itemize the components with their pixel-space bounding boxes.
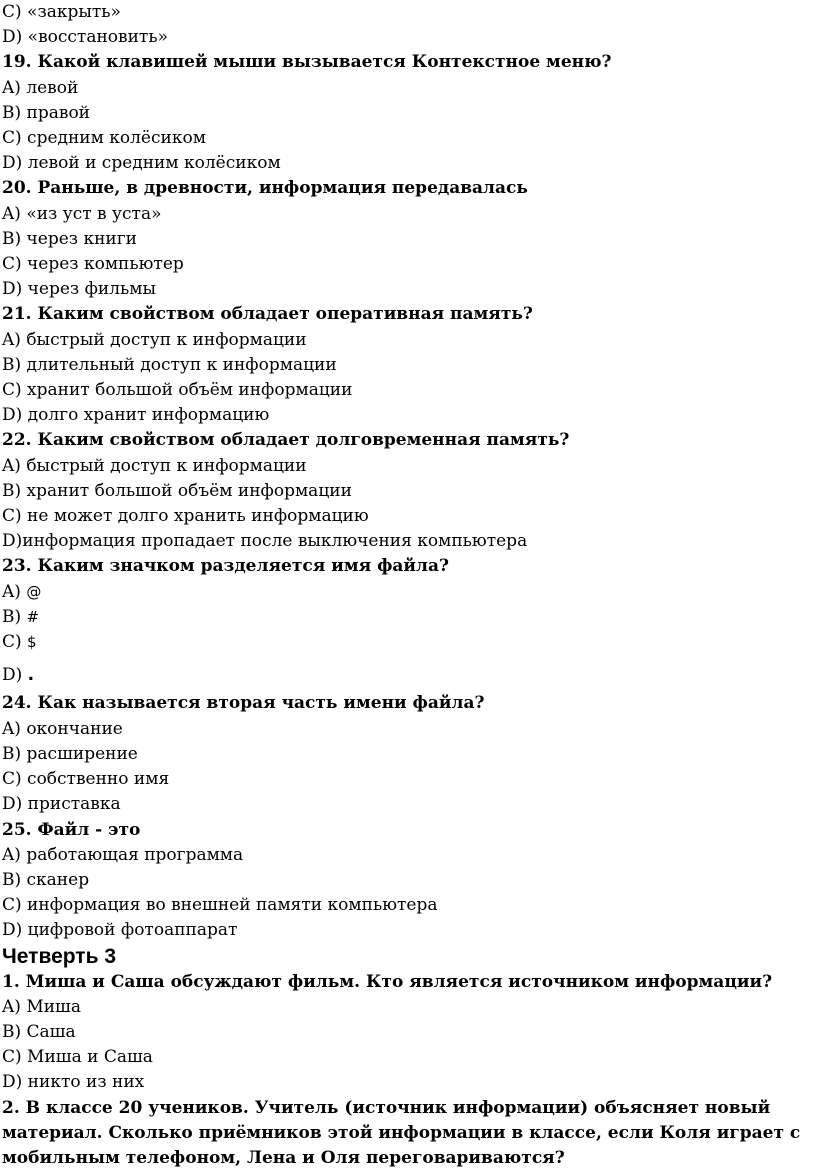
question-25: 25. Файл - это — [2, 819, 141, 840]
question-19: 19. Какой клавишей мыши вызывается Контекстное меню? — [2, 52, 612, 73]
answer-option: C) через компьютер — [2, 254, 184, 275]
answer-option: B) расширение — [2, 743, 138, 764]
answer-option: C) хранит большой объём информации — [2, 380, 353, 401]
answer-option: B) хранит большой объём информации — [2, 480, 352, 501]
option-letter: A) — [2, 581, 27, 602]
question-1: 1. Миша и Саша обсуждают фильм. Кто является источником информации? — [2, 971, 773, 992]
answer-option: A) работающая программа — [2, 844, 244, 865]
answer-option: D) через фильмы — [2, 279, 157, 300]
answer-option: D) цифровой фотоаппарат — [2, 920, 238, 941]
answer-option: C) не может долго хранить информацию — [2, 506, 369, 527]
answer-option: C) собственно имя — [2, 769, 170, 790]
question-22: 22. Каким свойством обладает долговременная память? — [2, 430, 570, 451]
question-20: 20. Раньше, в древности, информация передавалась — [2, 178, 528, 199]
section-heading: Четверть 3 — [2, 944, 117, 968]
option-symbol: @ — [26, 582, 42, 601]
answer-option: C) Миша и Саша — [2, 1047, 153, 1068]
answer-option: B) через книги — [2, 228, 137, 249]
answer-option: D) долго хранит информацию — [2, 405, 270, 426]
answer-option: A) Миша — [2, 996, 81, 1017]
answer-option: A) «из уст в уста» — [2, 203, 162, 224]
question-21: 21. Каким свойством обладает оперативная память? — [2, 304, 533, 325]
question-2: 2. В классе 20 учеников. Учитель (источник информации) объясняет новый материал. Сколько приёмников этой информации в классе, если Коля играет с мобильным телефоном, Лена и Оля переговариваются? — [2, 1097, 801, 1168]
option-symbol: . — [27, 665, 35, 686]
answer-option: C) «закрыть» — [2, 2, 121, 22]
answer-option: B) сканер — [2, 869, 90, 890]
answer-option: B) правой — [2, 102, 91, 123]
option-symbol: # — [26, 607, 40, 626]
answer-option: C) информация во внешней памяти компьютера — [2, 895, 438, 916]
answer-option: D) приставка — [2, 794, 121, 815]
answer-option: A) левой — [2, 77, 79, 98]
answer-option — [2, 663, 814, 688]
answer-option — [2, 630, 814, 655]
option-symbol: $ — [27, 633, 37, 652]
option-letter: C) — [2, 632, 28, 653]
question-23: 23. Каким значком разделяется имя файла? — [2, 556, 449, 577]
answer-option: D)информация пропадает после выключения компьютера — [2, 531, 528, 552]
answer-option: D) никто из них — [2, 1072, 145, 1093]
document-page — [2, 0, 814, 1171]
question-24: 24. Как называется вторая часть имени файла? — [2, 693, 485, 714]
answer-option: A) быстрый доступ к информации — [2, 329, 307, 350]
answer-option: D) левой и средним колёсиком — [2, 153, 281, 174]
answer-option — [2, 605, 814, 630]
answer-option: B) Саша — [2, 1021, 76, 1042]
answer-option: A) окончание — [2, 718, 123, 739]
option-letter: B) — [2, 606, 27, 627]
answer-option — [2, 580, 814, 605]
answer-option: A) быстрый доступ к информации — [2, 455, 307, 476]
option-letter: D) — [2, 665, 28, 686]
answer-option: D) «восстановить» — [2, 27, 168, 48]
answer-option: B) длительный доступ к информации — [2, 354, 337, 375]
answer-option: C) средним колёсиком — [2, 128, 206, 149]
